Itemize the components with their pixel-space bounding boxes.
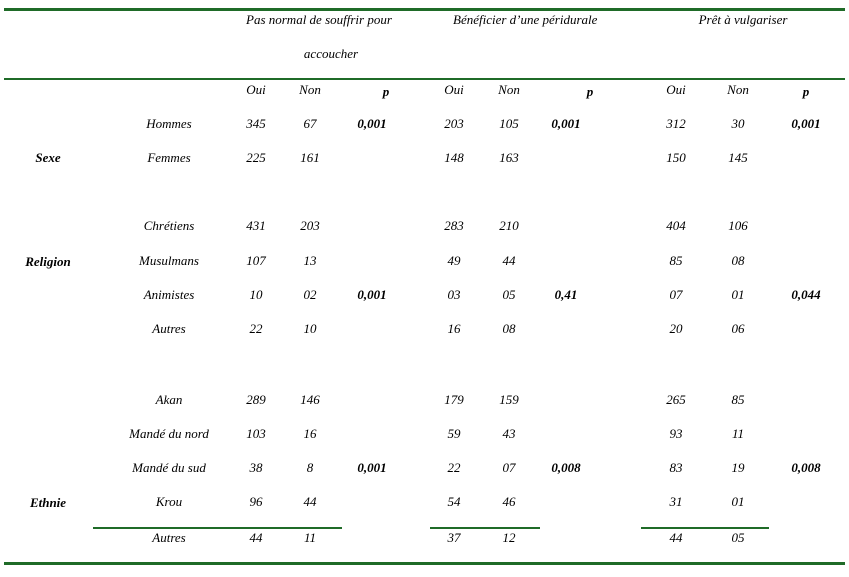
krou-rule-1	[93, 527, 342, 529]
cell-label: Akan	[155, 392, 183, 407]
cell-g3-non: 05	[731, 530, 745, 545]
cell-g3-oui: 93	[669, 426, 683, 441]
subheader-non-g1: Non	[299, 82, 321, 97]
header-rule	[4, 78, 845, 80]
cell-g1-oui: 225	[246, 150, 266, 165]
cell-g3-oui: 31	[669, 494, 683, 509]
cell-label: Hommes	[146, 116, 192, 131]
subheader-oui-g1: Oui	[246, 82, 266, 97]
group-label-sexe: Sexe	[35, 150, 61, 165]
cell-g2-oui: 22	[447, 460, 461, 475]
group-label-ethnie: Ethnie	[29, 495, 67, 510]
cell-label: Autres	[152, 530, 186, 545]
cell-g1-p: 0,001	[357, 116, 387, 131]
cell-g1-non: 02	[303, 287, 317, 302]
cell-g2-oui: 49	[447, 253, 461, 268]
cell-g3-oui: 83	[669, 460, 683, 475]
subheader-oui-g3: Oui	[666, 82, 686, 97]
cell-g2-non: 159	[499, 392, 519, 407]
cell-g2-oui: 203	[444, 116, 464, 131]
cell-g3-oui: 44	[669, 530, 683, 545]
cell-g1-oui: 345	[246, 116, 266, 131]
cell-g1-non: 203	[300, 218, 320, 233]
header-group3: Prêt à vulgariser	[698, 12, 788, 27]
cell-g2-non: 08	[502, 321, 516, 336]
cell-g1-non: 10	[303, 321, 317, 336]
cell-g3-non: 30	[731, 116, 745, 131]
cell-g3-oui: 20	[669, 321, 683, 336]
subheader-p-g2: p	[586, 84, 594, 99]
cell-g1-non: 11	[303, 530, 317, 545]
cell-g1-oui: 431	[246, 218, 266, 233]
cell-label: Mandé du sud	[132, 460, 206, 475]
cell-g2-non: 46	[502, 494, 516, 509]
cell-g1-p: 0,001	[357, 287, 387, 302]
cell-g1-non: 67	[303, 116, 317, 131]
cell-label: Musulmans	[139, 253, 199, 268]
subheader-p-g1: p	[382, 84, 390, 99]
cell-g1-oui: 289	[246, 392, 266, 407]
cell-label: Femmes	[147, 150, 191, 165]
cell-g2-non: 163	[499, 150, 519, 165]
subheader-non-g3: Non	[727, 82, 749, 97]
cell-g3-non: 01	[731, 494, 745, 509]
cell-g1-non: 8	[306, 460, 314, 475]
cell-g2-oui: 16	[447, 321, 461, 336]
cell-g2-non: 05	[502, 287, 516, 302]
cell-g3-p: 0,001	[791, 116, 821, 131]
cell-g3-non: 11	[731, 426, 745, 441]
cell-g2-non: 07	[502, 460, 516, 475]
header-group2: Bénéficier d’une péridurale	[453, 12, 598, 27]
krou-rule-3	[641, 527, 769, 529]
bottom-rule	[4, 562, 845, 565]
cell-g1-non: 44	[303, 494, 317, 509]
cell-g3-non: 01	[731, 287, 745, 302]
cell-g2-p: 0,41	[554, 287, 578, 302]
cell-g3-oui: 85	[669, 253, 683, 268]
cell-g2-oui: 59	[447, 426, 461, 441]
cell-g1-non: 161	[300, 150, 320, 165]
cell-g1-p: 0,001	[357, 460, 387, 475]
cell-g3-non: 19	[731, 460, 745, 475]
cell-g3-non: 85	[731, 392, 745, 407]
cell-g1-non: 146	[300, 392, 320, 407]
cell-g3-non: 08	[731, 253, 745, 268]
cell-g3-oui: 312	[666, 116, 686, 131]
cell-g1-oui: 22	[249, 321, 263, 336]
cell-g2-oui: 03	[447, 287, 461, 302]
cell-g3-non: 06	[731, 321, 745, 336]
cell-g3-oui: 404	[666, 218, 686, 233]
cell-label: Chrétiens	[143, 218, 195, 233]
cell-g2-non: 12	[502, 530, 516, 545]
cell-g2-p: 0,008	[551, 460, 581, 475]
cell-g1-oui: 10	[249, 287, 263, 302]
cell-g2-oui: 179	[444, 392, 464, 407]
cell-g1-oui: 107	[246, 253, 266, 268]
cell-g1-oui: 96	[249, 494, 263, 509]
cell-g2-oui: 148	[444, 150, 464, 165]
cell-g1-oui: 44	[249, 530, 263, 545]
cell-g3-oui: 265	[666, 392, 686, 407]
cell-g2-oui: 283	[444, 218, 464, 233]
cell-label: Mandé du nord	[129, 426, 209, 441]
cell-g3-non: 145	[728, 150, 748, 165]
cell-g2-non: 210	[499, 218, 519, 233]
cell-g1-non: 16	[303, 426, 317, 441]
cell-g2-non: 44	[502, 253, 516, 268]
cell-g2-oui: 37	[447, 530, 461, 545]
subheader-non-g2: Non	[498, 82, 520, 97]
group-label-religion: Religion	[25, 254, 71, 269]
cell-g2-p: 0,001	[551, 116, 581, 131]
cell-g1-oui: 103	[246, 426, 266, 441]
cell-g2-non: 105	[499, 116, 519, 131]
cell-label: Krou	[155, 494, 183, 509]
subheader-p-g3: p	[802, 84, 810, 99]
cell-g3-oui: 07	[669, 287, 683, 302]
cell-g1-non: 13	[303, 253, 317, 268]
cell-g3-oui: 150	[666, 150, 686, 165]
cell-g3-non: 106	[728, 218, 748, 233]
top-rule	[4, 8, 845, 11]
cell-label: Autres	[152, 321, 186, 336]
cell-g2-oui: 54	[447, 494, 461, 509]
cell-g3-p: 0,044	[791, 287, 821, 302]
cell-g1-oui: 38	[249, 460, 263, 475]
cell-label: Animistes	[143, 287, 195, 302]
header-group1-line2: accoucher	[303, 46, 359, 61]
cell-g3-p: 0,008	[791, 460, 821, 475]
krou-rule-2	[430, 527, 540, 529]
header-group1-line1: Pas normal de souffrir pour	[246, 12, 392, 27]
subheader-oui-g2: Oui	[444, 82, 464, 97]
cell-g2-non: 43	[502, 426, 516, 441]
